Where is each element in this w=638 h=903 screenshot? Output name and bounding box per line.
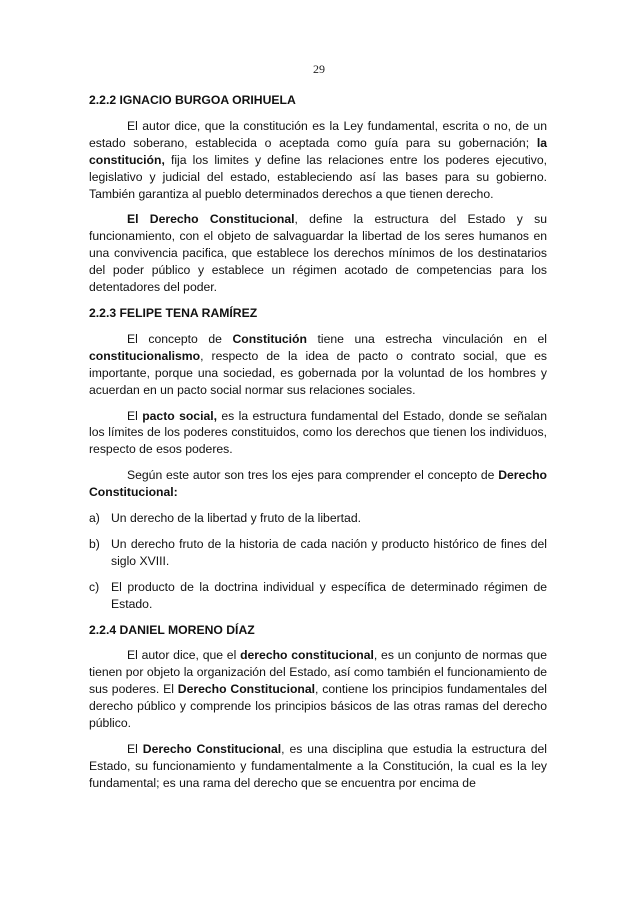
- axes-list: [89, 510, 547, 613]
- list-marker: b): [89, 536, 100, 551]
- list-item: [89, 579, 547, 613]
- bold-term: pacto social,: [142, 408, 218, 423]
- bold-term: Derecho Constitucional: [177, 682, 316, 697]
- bold-term: Derecho Constitucional: [142, 742, 282, 756]
- section-heading-tena: 2.2.3 FELIPE TENA RAMÍREZ: [89, 305, 258, 320]
- paragraph: [89, 647, 547, 732]
- list-marker: c): [89, 579, 100, 594]
- bold-term: derecho constitucional: [240, 648, 374, 663]
- text-run: , define la estructura del Estado y su funcionamiento, con el objeto de salvaguardar la libertad de los seres humanos en una convivencia pacifica, que establece los derechos mínimos de los destinatarios del poder público y establece un régimen acotado de competencias para los detentadores del poder.: [89, 212, 547, 295]
- bold-term: constitucionalismo: [89, 348, 201, 363]
- paragraph: [89, 211, 547, 296]
- text-run: , es una disciplina que estudia la estructura del Estado, su funcionamiento y fundamentalmente a la Constitución, la cual es la ley fundamental; es una rama del derecho que se encuentra por encima de: [89, 742, 547, 790]
- paragraph: [89, 118, 547, 203]
- document-body: [89, 92, 547, 801]
- list-text: El producto de la doctrina individual y específica de determinado régimen de Estado.: [111, 579, 547, 611]
- text-run: El: [127, 408, 143, 423]
- text-run: es la estructura fundamental del Estado, donde se señalan los límites de los poderes constituidos, como los derechos que tienen los individuos, respecto de esos poderes.: [89, 408, 547, 457]
- text-run: tiene una estrecha vinculación en el: [306, 331, 547, 346]
- text-run: El autor dice, que la constitución es la Ley fundamental, escrita o no, de un estado soberano, establecida o aceptada como guía para su gobernación;: [89, 118, 547, 150]
- text-run: El concepto de: [127, 331, 233, 346]
- list-item: [89, 510, 547, 527]
- page-number: 29: [313, 62, 325, 76]
- paragraph: [89, 331, 547, 399]
- section-heading-moreno: 2.2.4 DANIEL MORENO DÍAZ: [89, 622, 255, 637]
- list-text: Un derecho de la libertad y fruto de la libertad.: [111, 511, 361, 526]
- text-run: El: [127, 742, 143, 756]
- text-run: fija los limites y define las relaciones entre los poderes ejecutivo, legislativo y judicial del estado, estableciendo así las bases para su gobierno. También garantiza al pueblo determinados derechos a que tienen derecho.: [89, 152, 547, 201]
- paragraph: [89, 741, 547, 792]
- bold-term: Constitución: [232, 331, 307, 346]
- paragraph: [89, 467, 547, 501]
- list-text: Un derecho fruto de la historia de cada nación y producto histórico de fines del siglo XVIII.: [111, 536, 547, 568]
- text-run: El autor dice, que el: [127, 648, 241, 663]
- section-heading-burgoa: 2.2.2 IGNACIO BURGOA ORIHUELA: [89, 93, 296, 107]
- text-run: , es un conjunto de normas que tienen por objeto la organización del Estado, así como también el funcionamiento de sus poderes. El: [89, 648, 547, 697]
- bold-term: la constitución,: [89, 135, 547, 167]
- bold-term: Derecho Constitucional:: [89, 468, 547, 500]
- list-item: [89, 536, 547, 570]
- text-run: Según este autor son tres los ejes para comprender el concepto de: [127, 468, 499, 483]
- paragraph: [89, 408, 547, 459]
- bold-term: El Derecho Constitucional: [127, 212, 295, 227]
- text-run: , respecto de la idea de pacto o contrato social, que es importante, porque una sociedad, es gobernada por la voluntad de los hombres y acuerdan en un pacto social normar sus relaciones sociales.: [89, 348, 547, 397]
- list-marker: a): [89, 511, 100, 526]
- text-run: , contiene los principios fundamentales del derecho público y comprende los principios básicos de las otras ramas del derecho público.: [89, 682, 548, 731]
